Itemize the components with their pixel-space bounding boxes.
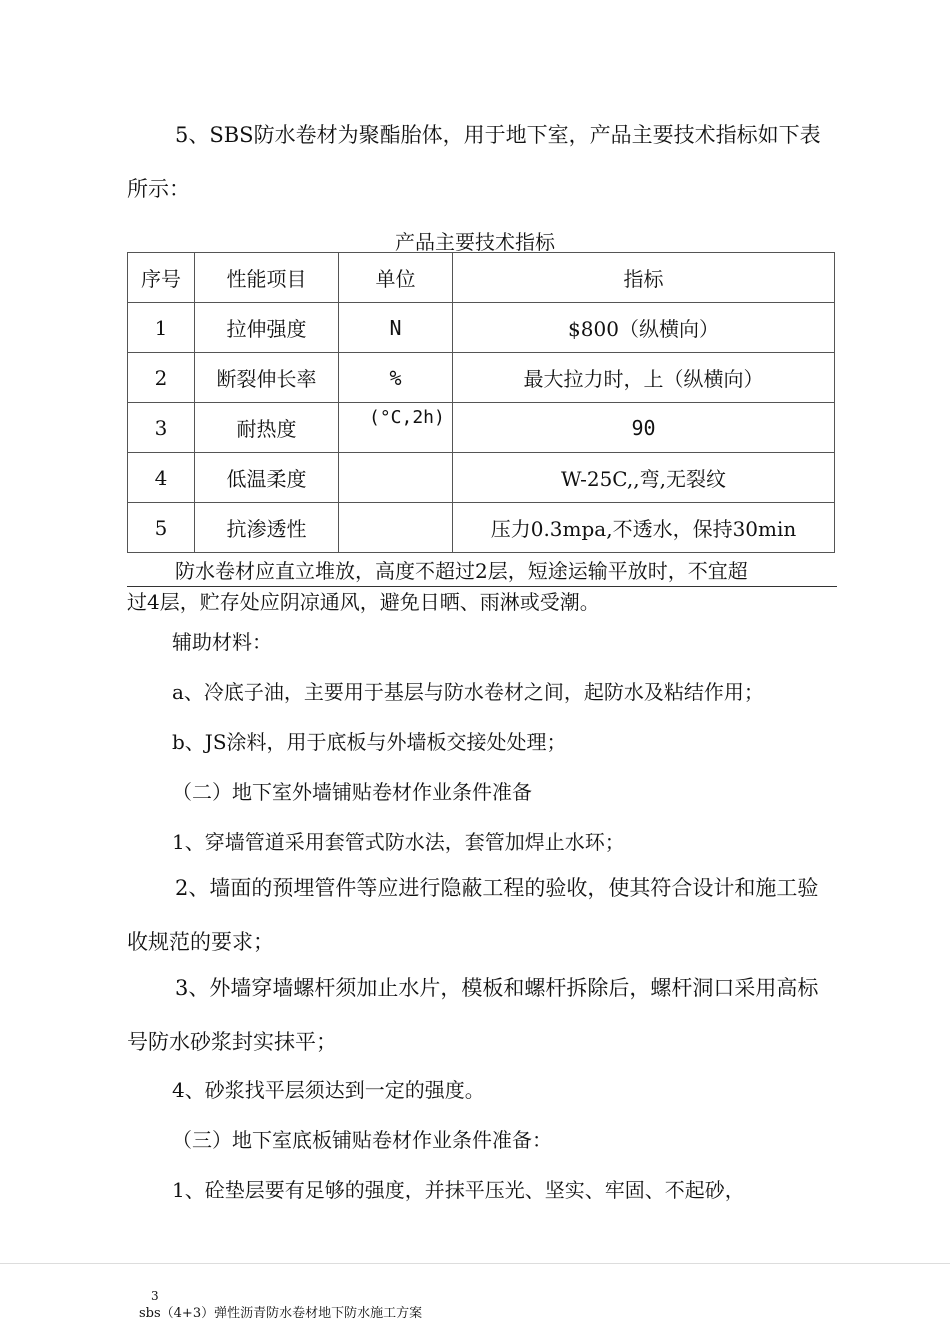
table-cell: % <box>339 353 453 403</box>
section-2-item-4: 4、砂浆找平层须达到一定的强度。 <box>172 1078 485 1102</box>
table-cell: (°C,2h) <box>339 403 453 453</box>
aux-item-b: b、JS涂料，用于底板与外墙板交接处处理； <box>172 730 567 754</box>
section-3-title: （三）地下室底板铺贴卷材作业条件准备： <box>172 1128 552 1152</box>
table-caption: 产品主要技术指标 <box>395 230 555 254</box>
table-cell: 抗渗透性 <box>195 503 339 553</box>
header-cell: 单位 <box>339 253 453 303</box>
footer-divider <box>0 1263 950 1264</box>
table-row <box>128 403 835 453</box>
table-cell: 耐热度 <box>195 403 339 453</box>
table-cell: $800（纵横向） <box>453 303 835 353</box>
table-row <box>128 503 835 553</box>
table-cell: 拉伸强度 <box>195 303 339 353</box>
table-cell: 5 <box>128 503 195 553</box>
aux-item-a: a、冷底子油，主要用于基层与防水卷材之间，起防水及粘结作用； <box>172 680 764 704</box>
intro-paragraph: 5、SBS防水卷材为聚酯胎体，用于地下室，产品主要技术指标如下表所示： <box>127 123 821 201</box>
section-2-item-3: 3、外墙穿墙螺杆须加止水片，模板和螺杆拆除后，螺杆洞口采用高标号防水砂浆封实抹平； <box>127 976 819 1054</box>
storage-line-1: 防水卷材应直立堆放，高度不超过2层，短途运输平放时，不宜超 <box>127 556 837 587</box>
table-row <box>128 353 835 403</box>
aux-title: 辅助材料： <box>172 630 272 654</box>
table-cell: 90 <box>453 403 835 453</box>
table-cell: N <box>339 303 453 353</box>
table-header-row <box>128 253 835 303</box>
table-cell: 最大拉力时，上（纵横向） <box>453 353 835 403</box>
header-cell: 性能项目 <box>195 253 339 303</box>
table-cell: 断裂伸长率 <box>195 353 339 403</box>
table-cell <box>339 453 453 503</box>
page-number: 3 <box>151 1289 159 1303</box>
table-row <box>128 453 835 503</box>
storage-line-2: 过4层，贮存处应阴凉通风，避免日晒、雨淋或受潮。 <box>127 590 600 614</box>
header-cell: 指标 <box>453 253 835 303</box>
table-cell: W-25C,,弯,无裂纹 <box>453 453 835 503</box>
section-2-item-1: 1、穿墙管道采用套管式防水法，套管加焊止水环； <box>172 830 625 854</box>
table-cell: 压力0.3mpa,不透水，保持30min <box>453 503 835 553</box>
table-cell <box>339 503 453 553</box>
table-cell: 2 <box>128 353 195 403</box>
section-2-item-2: 2、墙面的预埋管件等应进行隐蔽工程的验收，使其符合设计和施工验收规范的要求； <box>127 876 819 954</box>
table-cell: 4 <box>128 453 195 503</box>
header-cell: 序号 <box>128 253 195 303</box>
table-cell: 1 <box>128 303 195 353</box>
section-2-title: （二）地下室外墙铺贴卷材作业条件准备 <box>172 780 532 804</box>
footer-document-title: sbs（4+3）弹性沥青防水卷材地下防水施工方案 <box>139 1306 423 1321</box>
table-cell: 低温柔度 <box>195 453 339 503</box>
storage-paragraph <box>127 556 837 617</box>
table-cell: 3 <box>128 403 195 453</box>
section-3-item-1: 1、砼垫层要有足够的强度，并抹平压光、坚实、牢固、不起砂， <box>172 1178 745 1202</box>
spec-table <box>127 252 835 553</box>
table-row <box>128 303 835 353</box>
